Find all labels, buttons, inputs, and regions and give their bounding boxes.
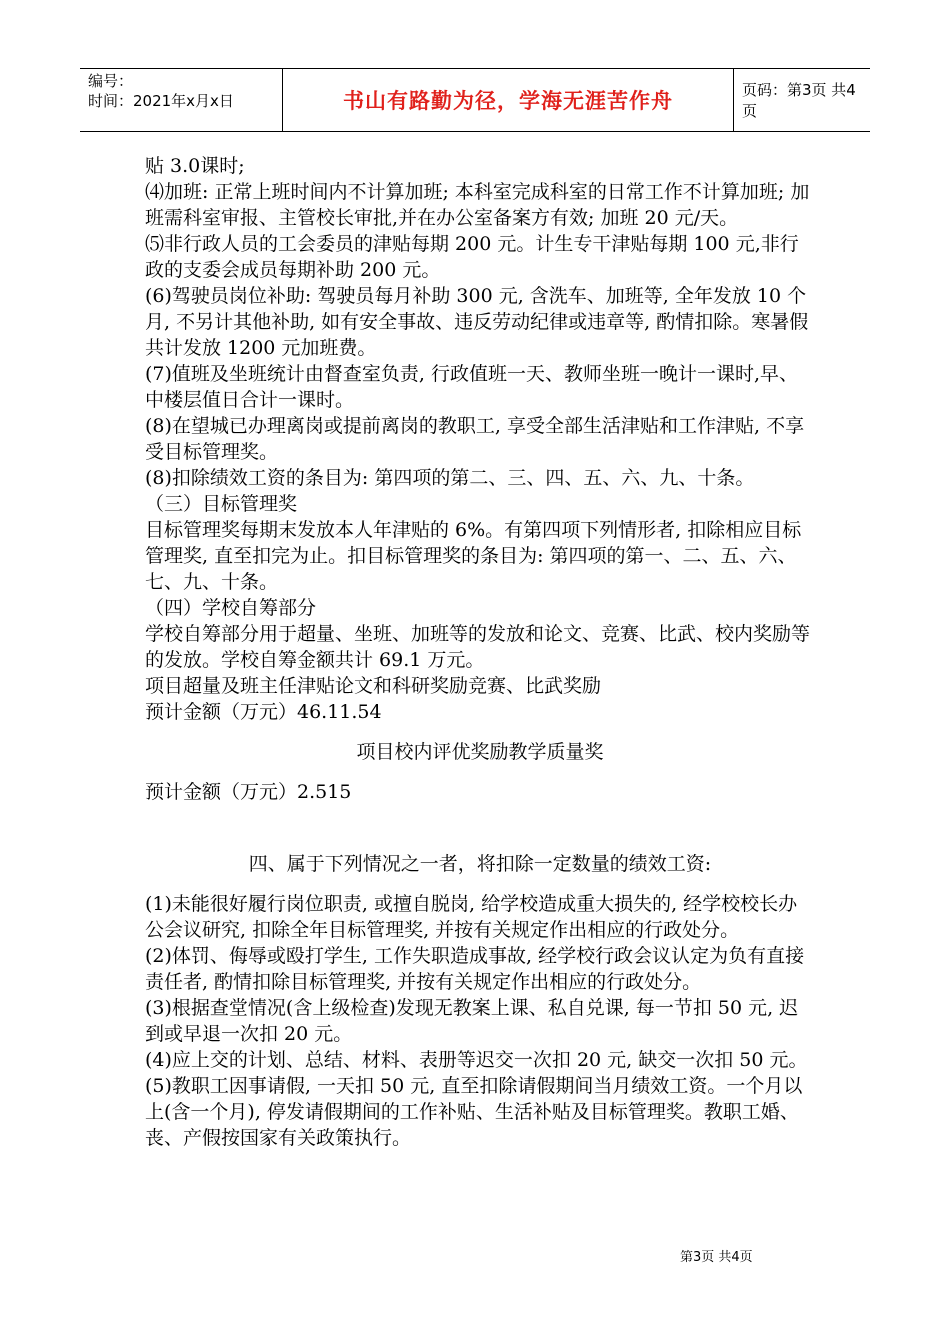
paragraph: ⑸非行政人员的工会委员的津贴每期 200 元。计生专干津贴每期 100 元,非行政的支委会成员每期补助 200 元。 xyxy=(145,233,799,281)
document-time: 时间：2021年x月x日 xyxy=(88,92,234,110)
paragraph: (8)扣除绩效工资的条目为: 第四项的第二、三、四、五、六、九、十条。 xyxy=(145,467,755,489)
paragraph: (6)驾驶员岗位补助: 驾驶员每月补助 300 元, 含洗车、加班等, 全年发放 10 个月, 不另计其他补助, 如有安全事故、违反劳动纪律或违章等, 酌情扣除。寒暑假共计发放 1200 元加班费。 xyxy=(145,285,809,359)
document-number-label: 编号： xyxy=(88,72,134,90)
paragraph: 预计金额（万元）46.11.54 xyxy=(145,701,382,723)
paragraph: (7)值班及坐班统计由督查室负责, 行政值班一天、教师坐班一晚计一课时,早、中楼层值日合计一课时。 xyxy=(145,363,799,411)
paragraph: ⑷加班: 正常上班时间内不计算加班; 本科室完成科室的日常工作不计算加班; 加班需科室审报、主管校长审批,并在办公室备案方有效; 加班 20 元/天。 xyxy=(145,181,810,229)
list-item: (1)未能很好履行岗位职责, 或擅自脱岗, 给学校造成重大损失的, 经学校校长办公会议研究, 扣除全年目标管理奖, 并按有关规定作出相应的行政处分。 xyxy=(145,893,798,941)
section-heading: （四）学校自筹部分 xyxy=(145,597,317,619)
header-motto: 书山有路勤为径，学海无涯苦作舟 xyxy=(282,69,734,131)
page-footer: 第3页 共4页 xyxy=(680,1250,753,1265)
paragraph: 贴 3.0课时; xyxy=(145,155,245,177)
centered-line: 项目校内评优奖励教学质量奖 xyxy=(356,741,604,763)
list-item: (2)体罚、侮辱或殴打学生, 工作失职造成事故, 经学校行政会议认定为负有直接责任者, 酌情扣除目标管理奖, 并按有关规定作出相应的行政处分。 xyxy=(145,945,805,993)
page-header xyxy=(80,68,870,132)
estimate-line: 预计金额（万元）2.515 xyxy=(145,781,352,803)
list-item: (4)应上交的计划、总结、材料、表册等迟交一次扣 20 元, 缺交一次扣 50 元。 xyxy=(145,1049,808,1071)
paragraph: 项目超量及班主任津贴论文和科研奖励竞赛、比武奖励 xyxy=(145,675,602,697)
header-page-code: 页码：第3页 共4页 xyxy=(742,81,856,120)
list-item: (3)根据查堂情况(含上级检查)发现无教案上课、私自兑课, 每一节扣 50 元, 迟到或早退一次扣 20 元。 xyxy=(145,997,799,1045)
section-four-title: 四、属于下列情况之一者，将扣除一定数量的绩效工资: xyxy=(248,853,712,875)
paragraph: 学校自筹部分用于超量、坐班、加班等的发放和论文、竞赛、比武、校内奖励等的发放。学校自筹金额共计 69.1 万元。 xyxy=(145,623,811,671)
list-item: (5)教职工因事请假, 一天扣 50 元, 直至扣除请假期间当月绩效工资。一个月以上(含一个月), 停发请假期间的工作补贴、生活补贴及目标管理奖。教职工婚、丧、产假按国家有关政策执行。 xyxy=(145,1075,803,1149)
paragraph: (8)在望城已办理离岗或提前离岗的教职工, 享受全部生活津贴和工作津贴, 不享受目标管理奖。 xyxy=(145,415,805,463)
header-meta xyxy=(88,71,283,111)
section-heading: （三）目标管理奖 xyxy=(145,493,298,515)
document-body xyxy=(145,153,815,1151)
paragraph: 目标管理奖每期末发放本人年津贴的 6%。有第四项下列情形者, 扣除相应目标管理奖, 直至扣完为止。扣目标管理奖的条目为: 第四项的第一、二、五、六、七、九、十条。 xyxy=(145,519,802,593)
